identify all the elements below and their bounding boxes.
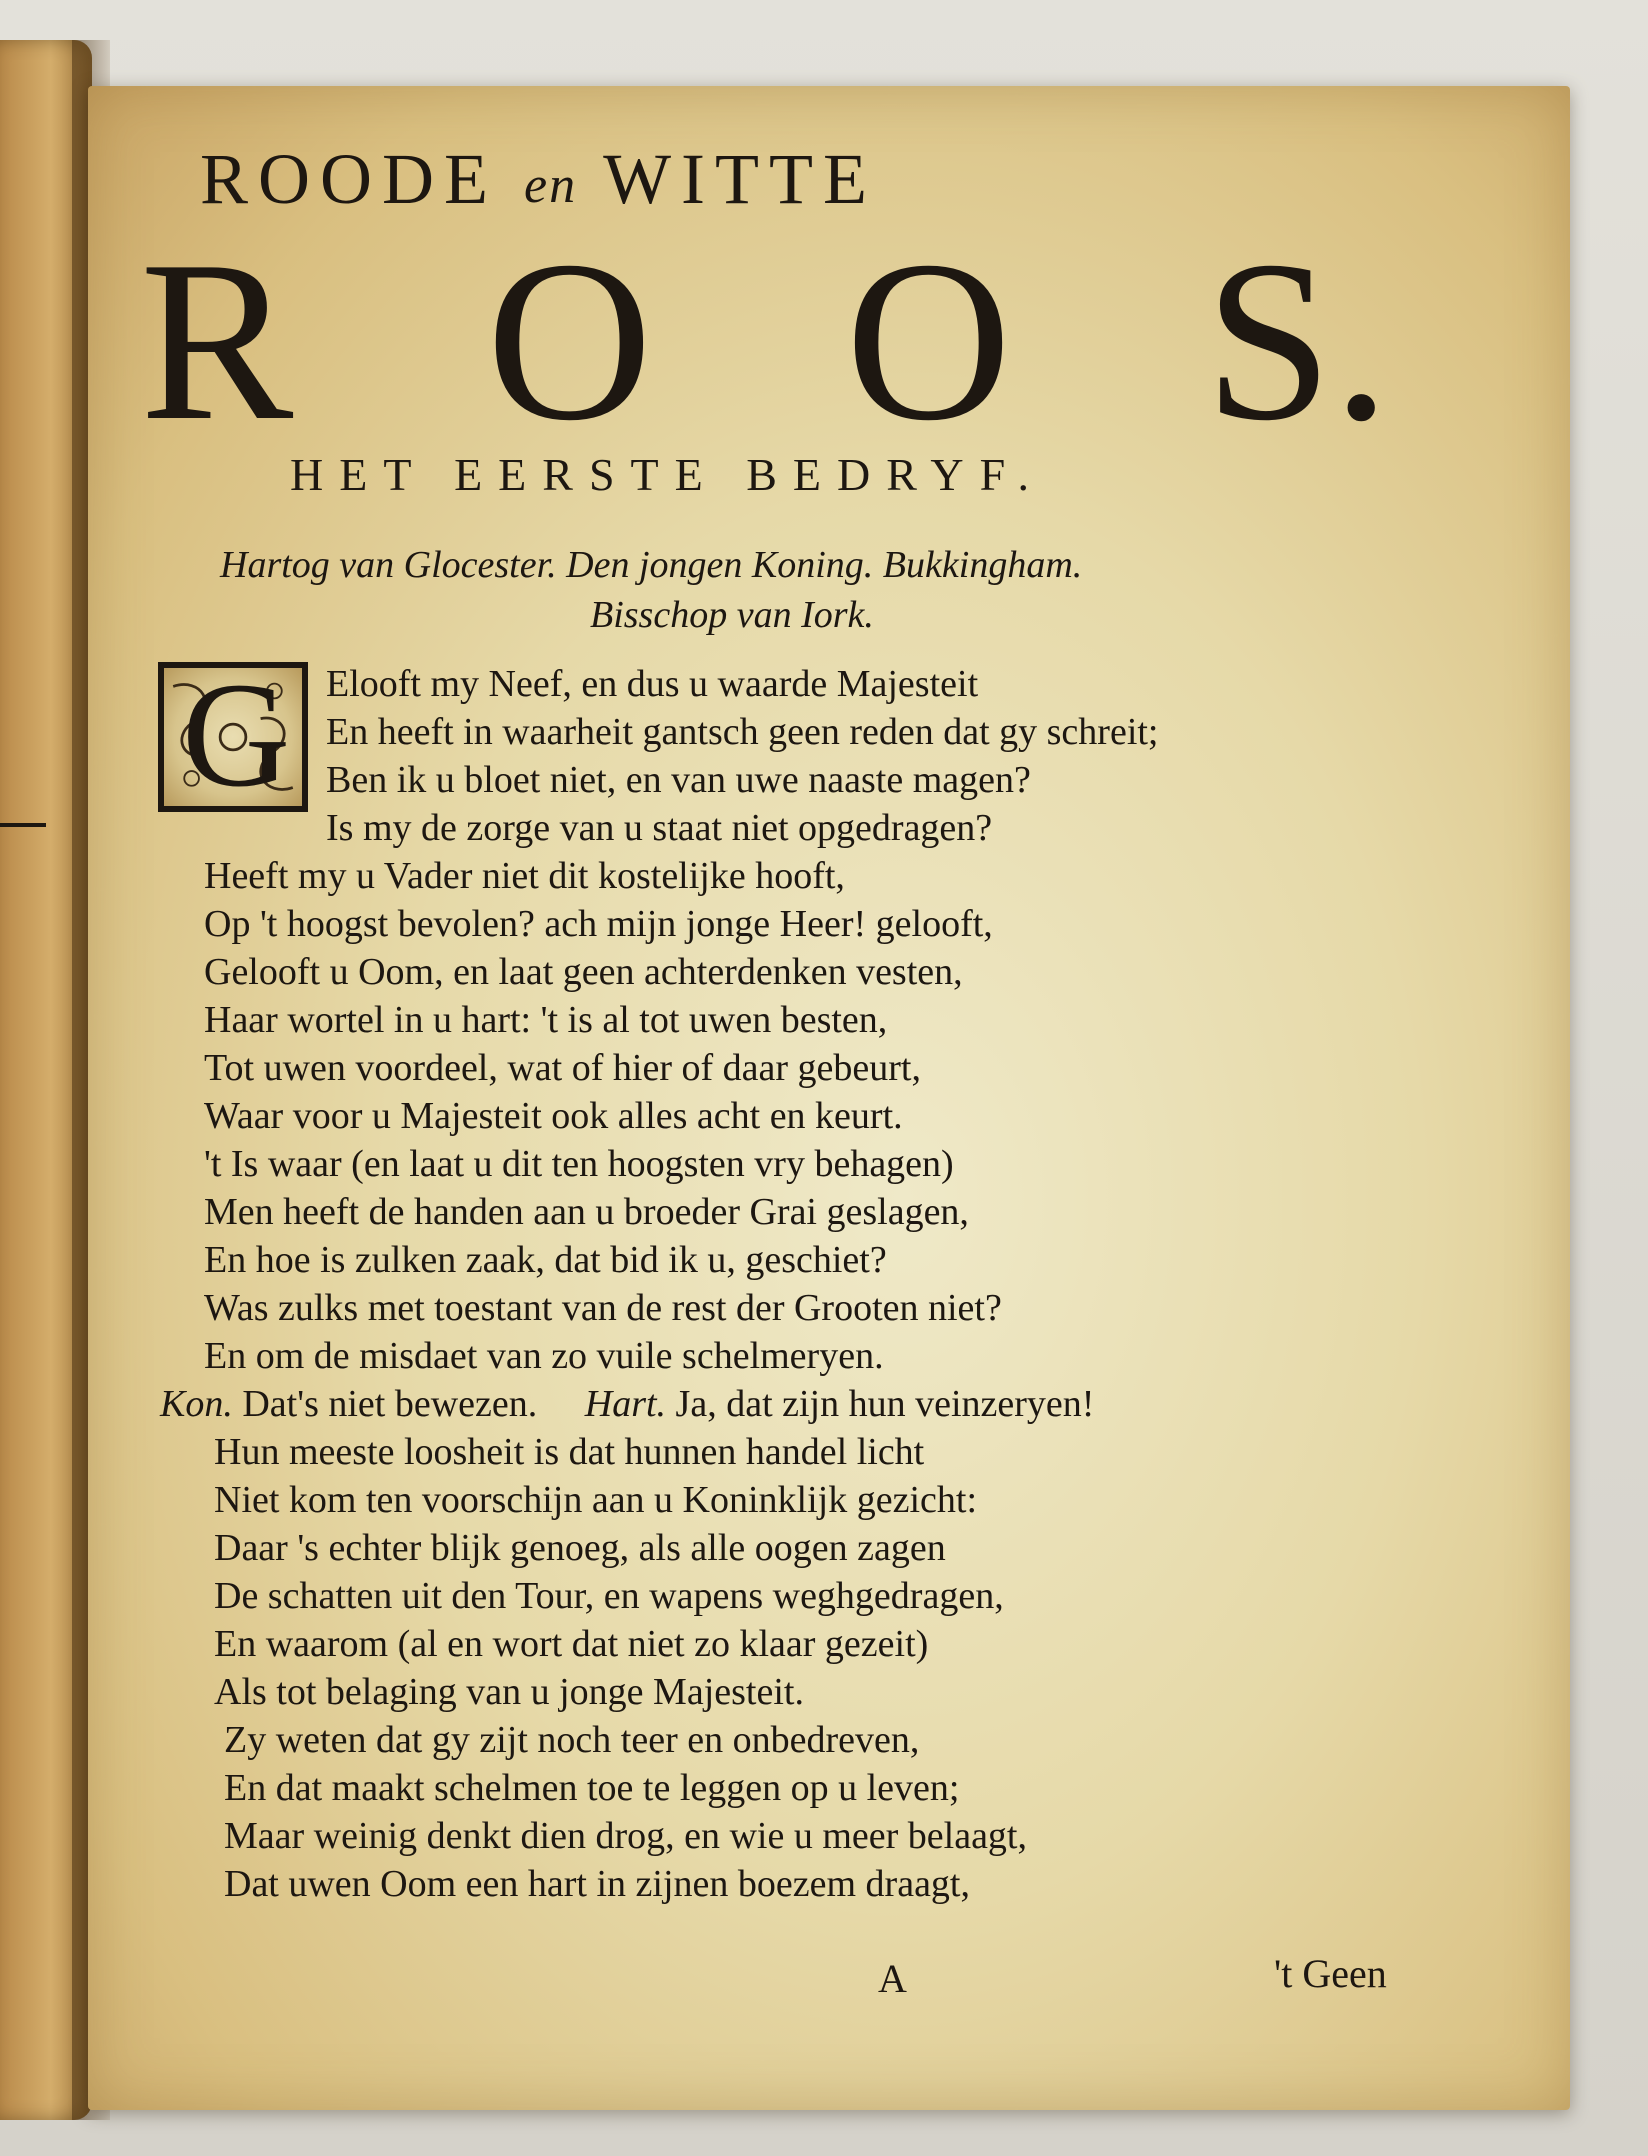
verse-line: Als tot belaging van u jonge Majesteit.: [214, 1671, 804, 1713]
initial-letter: G: [182, 662, 291, 812]
verse-line: Gelooft u Oom, en laat geen achterdenken vesten,: [204, 951, 963, 993]
verse-line: En waarom (al en wort dat niet zo klaar gezeit): [214, 1623, 929, 1665]
verse-line: Tot uwen voordeel, wat of hier of daar gebeurt,: [204, 1047, 921, 1089]
page-signature: A: [878, 1956, 907, 2001]
title-letter-1: R: [140, 213, 294, 468]
title-letter-4: S.: [1204, 213, 1390, 468]
character-list-line-1: Hartog van Glocester. Den jongen Koning. Bukkingham.: [220, 544, 1083, 586]
title-letter-3: O: [845, 213, 1012, 468]
character-list-line-2: Bisschop van Iork.: [590, 594, 874, 636]
title-letter-2: O: [486, 213, 653, 468]
speaker-name: Kon.: [160, 1383, 233, 1425]
verse-line: En om de misdaet van zo vuile schelmeryen.: [204, 1335, 884, 1377]
verse-line: 't Is waar (en laat u dit ten hoogsten vry behagen): [204, 1143, 954, 1185]
catchword: 't Geen: [1274, 1951, 1387, 1996]
title-word-roode: ROODE: [200, 139, 498, 219]
verse-line: Heeft my u Vader niet dit kostelijke hooft,: [204, 855, 845, 897]
verse-line: En dat maakt schelmen toe te leggen op u leven;: [224, 1767, 960, 1809]
verse-line: Elooft my Neef, en dus u waarde Majesteit: [326, 663, 979, 705]
verse-line: Niet kom ten voorschijn aan u Koninklijk gezicht:: [214, 1479, 978, 1521]
verse-line: Men heeft de handen aan u broeder Grai geslagen,: [204, 1191, 969, 1233]
verse-line: Maar weinig denkt dien drog, en wie u meer belaagt,: [224, 1815, 1027, 1857]
verse-line: Zy weten dat gy zijt noch teer en onbedreven,: [224, 1719, 920, 1761]
act-title: HET EERSTE BEDRYF.: [290, 449, 1046, 500]
verse-line: Dat uwen Oom een hart in zijnen boezem draagt,: [224, 1863, 970, 1905]
verse-line: Ben ik u bloet niet, en van uwe naaste magen?: [326, 759, 1031, 801]
verse-line: Haar wortel in u hart: 't is al tot uwen besten,: [204, 999, 888, 1041]
verse-line: Waar voor u Majesteit ook alles acht en keurt.: [204, 1095, 903, 1137]
verse-line: Is my de zorge van u staat niet opgedragen?: [326, 807, 993, 849]
dialogue-text: Dat's niet bewezen.: [242, 1383, 538, 1425]
verse-line: En hoe is zulken zaak, dat bid ik u, geschiet?: [204, 1239, 887, 1281]
dialogue-text: Ja, dat zijn hun veinzeryen!: [675, 1383, 1095, 1425]
verse-line: En heeft in waarheit gantsch geen reden dat gy schreit;: [326, 711, 1159, 753]
verse-line: Daar 's echter blijk genoeg, als alle oogen zagen: [214, 1527, 946, 1569]
verse-line: Was zulks met toestant van de rest der Grooten niet?: [204, 1287, 1002, 1329]
verse-line: Op 't hoogst bevolen? ach mijn jonge Heer! gelooft,: [204, 903, 993, 945]
speaker-name: Hart.: [584, 1383, 667, 1425]
verse-line-dialogue: [160, 1382, 1094, 1426]
verse-line: Hun meeste loosheit is dat hunnen handel licht: [214, 1431, 925, 1473]
margin-mark: [0, 823, 46, 827]
title-word-witte: WITTE: [603, 139, 877, 219]
verse-line: De schatten uit den Tour, en wapens weghgedragen,: [214, 1575, 1004, 1617]
title-word-en: en: [524, 157, 578, 214]
